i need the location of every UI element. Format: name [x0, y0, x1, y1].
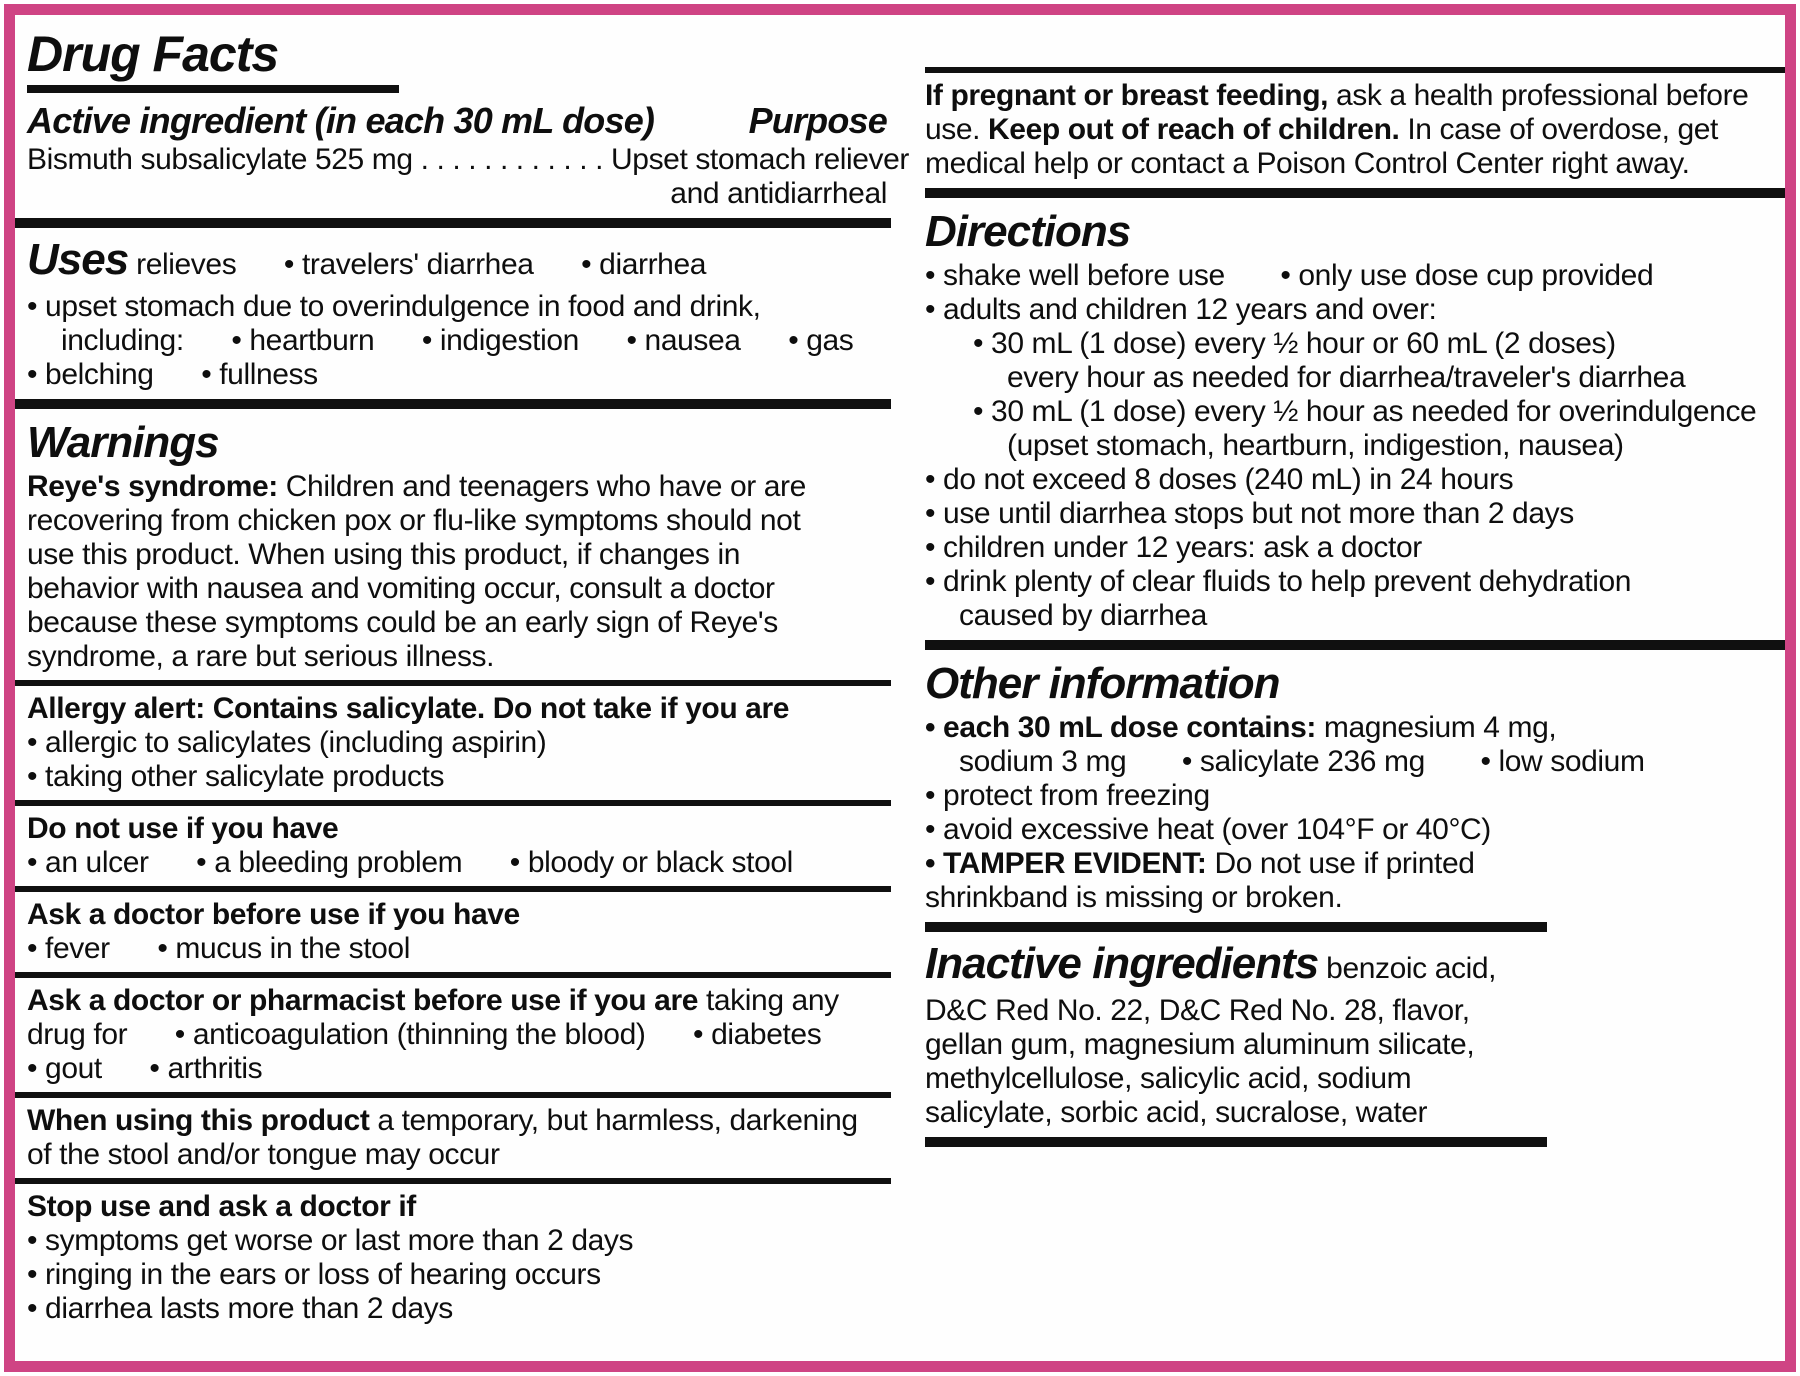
- other-info-heading: Other information: [925, 659, 1280, 708]
- inactive-lead-line: [925, 939, 1785, 994]
- when-using-rest: a temporary, but harmless, darkening: [369, 1104, 858, 1137]
- stop-use-heading: Stop use and ask a doctor if: [27, 1190, 416, 1223]
- active-ingredient-heading: Active ingredient (in each 30 mL dose): [27, 100, 655, 141]
- section-warnings: [15, 416, 891, 1326]
- uses-lead-line: [15, 235, 891, 290]
- left-column: [15, 25, 910, 1361]
- dose-contains-rest: magnesium 4 mg,: [1315, 711, 1557, 744]
- other-info-line-6: shrinkband is missing or broken.: [925, 881, 1343, 914]
- stop-use-line-2: • ringing in the ears or loss of hearing occurs: [27, 1258, 601, 1291]
- when-using-line-1: [15, 1104, 891, 1138]
- when-using-line-2: of the stool and/or tongue may occur: [27, 1138, 500, 1171]
- do-not-use-line-1: • an ulcer • a bleeding problem • bloody or black stool: [27, 846, 793, 879]
- divider-inactive-top: [925, 922, 1547, 932]
- ask-pharmacist-bold: Ask a doctor or pharmacist before use if you are: [27, 984, 699, 1017]
- inactive-heading: Inactive ingredients: [925, 939, 1319, 988]
- tamper-evident-rest: Do not use if printed: [1206, 847, 1475, 880]
- directions-line-3: • 30 mL (1 dose) every ½ hour or 60 mL (2 doses): [973, 327, 1616, 360]
- uses-line-4: • belching • fullness: [27, 358, 318, 391]
- reyes-rest: Children and teenagers who have or are: [277, 470, 806, 503]
- pregnant-rest-2b: In case of overdose, get: [1399, 113, 1718, 146]
- reyes-line-5: because these symptoms could be an early sign of Reye's: [27, 606, 778, 639]
- uses-line-2: • upset stomach due to overindulgence in food and drink,: [27, 290, 761, 323]
- directions-line-9: • children under 12 years: ask a doctor: [925, 531, 1422, 564]
- other-info-line-5: [925, 847, 1785, 881]
- inactive-line-5: salicylate, sorbic acid, sucralose, water: [925, 1096, 1428, 1129]
- directions-line-11: caused by diarrhea: [959, 599, 1207, 632]
- purpose-line-2: and antidiarrheal: [670, 177, 887, 210]
- directions-heading: Directions: [925, 207, 1131, 256]
- other-info-line-2: sodium 3 mg • salicylate 236 mg • low sodium: [959, 745, 1645, 778]
- pregnant-bold-1: If pregnant or breast feeding,: [925, 79, 1329, 112]
- divider-do-not-use: [15, 800, 891, 806]
- warnings-heading: Warnings: [27, 418, 219, 467]
- reyes-line-4: behavior with nausea and vomiting occur, consult a doctor: [27, 572, 775, 605]
- right-column: [925, 25, 1785, 1361]
- divider-allergy: [15, 680, 891, 686]
- other-info-bullet-1: •: [925, 711, 944, 744]
- stop-use-line-1: • symptoms get worse or last more than 2 days: [27, 1224, 634, 1257]
- dose-contains-bold: each 30 mL dose contains:: [943, 711, 1316, 744]
- directions-line-1: • shake well before use • only use dose cup provided: [925, 259, 1654, 292]
- other-info-line-4: • avoid excessive heat (over 104°F or 40°C): [925, 813, 1491, 846]
- inactive-line-4: methylcellulose, salicylic acid, sodium: [925, 1062, 1412, 1095]
- section-other-information: [925, 657, 1785, 915]
- ask-pharmacist-line-2: drug for • anticoagulation (thinning the blood) • diabetes: [27, 1018, 822, 1051]
- section-pregnant: [925, 79, 1785, 181]
- tamper-evident-bold: TAMPER EVIDENT:: [943, 847, 1207, 880]
- divider-ask-pharmacist: [15, 972, 891, 978]
- divider-ask-doctor: [15, 886, 891, 892]
- pregnant-rest-2a: use.: [925, 113, 989, 146]
- divider-inactive-bottom: [925, 1137, 1547, 1147]
- divider-uses-top: [15, 218, 891, 228]
- reyes-line-1: [15, 470, 891, 504]
- allergy-line-1: • allergic to salicylates (including aspirin): [27, 726, 547, 759]
- active-ingredient-line: Bismuth subsalicylate 525 mg . . . . . . . . . . . . Upset stomach reliever: [27, 143, 910, 176]
- divider-when-using: [15, 1092, 891, 1098]
- allergy-line-2: • taking other salicylate products: [27, 760, 445, 793]
- do-not-use-heading: Do not use if you have: [27, 812, 339, 845]
- uses-line-3: including: • heartburn • indigestion • nausea • gas: [61, 324, 854, 357]
- uses-line-1: relieves • travelers' diarrhea • diarrhea: [128, 248, 707, 281]
- section-directions: [925, 205, 1785, 633]
- directions-line-5: • 30 mL (1 dose) every ½ hour as needed for overindulgence: [973, 395, 1757, 428]
- page-title: Drug Facts: [27, 26, 279, 82]
- pregnant-line-1: [925, 79, 1785, 113]
- other-info-line-1: [925, 711, 1785, 745]
- section-uses: [15, 235, 891, 392]
- reyes-line-2: recovering from chicken pox or flu-like symptoms should not: [27, 504, 801, 537]
- ask-pharmacist-line-3: • gout • arthritis: [27, 1052, 263, 1085]
- allergy-alert-heading: Allergy alert: Contains salicylate. Do not take if you are: [27, 692, 790, 725]
- inactive-line-2: D&C Red No. 22, D&C Red No. 28, flavor,: [925, 994, 1470, 1027]
- ask-doctor-line-1: • fever • mucus in the stool: [27, 932, 410, 965]
- ask-doctor-heading: Ask a doctor before use if you have: [27, 898, 520, 931]
- divider-stop-use: [15, 1178, 891, 1184]
- pregnant-rest-1: ask a health professional before: [1328, 79, 1749, 112]
- directions-line-10: • drink plenty of clear fluids to help prevent dehydration: [925, 565, 1632, 598]
- directions-line-7: • do not exceed 8 doses (240 mL) in 24 hours: [925, 463, 1514, 496]
- divider-pregnant-top: [925, 67, 1785, 73]
- label-columns: [15, 15, 1785, 1361]
- purpose-heading: Purpose: [748, 100, 887, 141]
- directions-line-8: • use until diarrhea stops but not more than 2 days: [925, 497, 1574, 530]
- divider-warnings-top: [15, 399, 891, 409]
- uses-heading: Uses: [27, 235, 129, 284]
- stop-use-line-3: • diarrhea lasts more than 2 days: [27, 1292, 453, 1325]
- active-ingredient-heading-row: [15, 99, 891, 143]
- section-inactive-ingredients: [925, 939, 1785, 1130]
- pregnant-line-3: medical help or contact a Poison Control Center right away.: [925, 147, 1690, 180]
- directions-line-4: every hour as needed for diarrhea/traveler's diarrhea: [1007, 361, 1686, 394]
- reyes-bold: Reye's syndrome:: [27, 470, 278, 503]
- divider-directions-top: [925, 188, 1785, 198]
- directions-line-2: • adults and children 12 years and over:: [925, 293, 1437, 326]
- other-info-bullet-5: •: [925, 847, 944, 880]
- ask-pharmacist-rest: taking any: [698, 984, 839, 1017]
- when-using-bold: When using this product: [27, 1104, 370, 1137]
- ask-pharmacist-line-1: [15, 984, 891, 1018]
- drug-facts-label: [4, 4, 1796, 1372]
- inactive-line-3: gellan gum, magnesium aluminum silicate,: [925, 1028, 1475, 1061]
- divider-other-info-top: [925, 640, 1785, 650]
- title-underline: [27, 85, 399, 93]
- keep-out-of-reach-bold: Keep out of reach of children.: [988, 113, 1400, 146]
- inactive-rest: benzoic acid,: [1318, 952, 1497, 985]
- reyes-line-6: syndrome, a rare but serious illness.: [27, 640, 495, 673]
- reyes-line-3: use this product. When using this product, if changes in: [27, 538, 741, 571]
- other-info-line-3: • protect from freezing: [925, 779, 1210, 812]
- directions-line-6: (upset stomach, heartburn, indigestion, nausea): [1007, 429, 1624, 462]
- pregnant-line-2: [925, 113, 1785, 147]
